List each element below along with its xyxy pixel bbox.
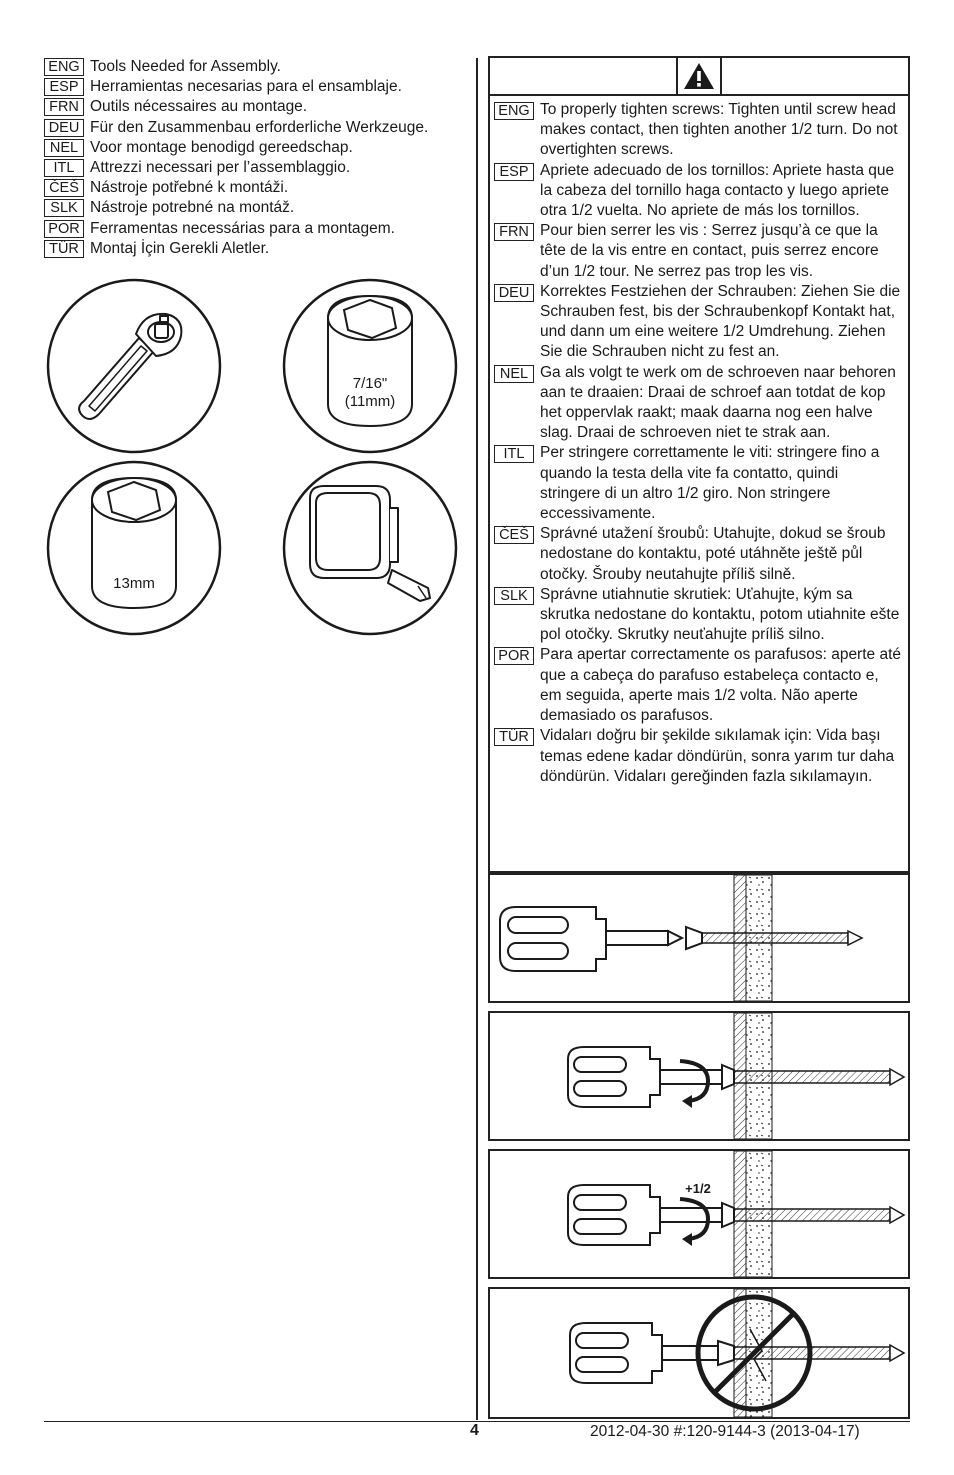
warning-text: Vidaları doğru bir şekilde sıkılamak için: Vida başı temas edene kadar döndürün, sonra yarım tur daha döndürün. Vidaları gereğinden fazla sıkılamayın. xyxy=(540,727,895,785)
warning-text: Správne utiahnutie skrutiek: Uťahujte, kým sa skrutka nedostane do kontaktu, potom utiahnite ešte pol otočky. Skrutky neuťahujte príliš silno. xyxy=(540,585,900,644)
socket-icon xyxy=(44,458,224,643)
warning-panel xyxy=(488,56,910,1419)
language-code: TÜR xyxy=(494,728,534,746)
socket-size-label: (11mm) xyxy=(344,393,396,410)
tape-measure-icon xyxy=(280,458,460,643)
screw-diagram-approach xyxy=(488,873,910,1003)
warning-text: Korrektes Festziehen der Schrauben: Ziehen Sie die Schrauben fest, bis der Schraubenkopf Kontakt hat, und dann um eine weitere 1/2 Umdrehung. Ziehen Sie die Schrauben nicht zu fest an. xyxy=(540,282,901,361)
tools-heading-text: Ferramentas necessárias para a montagem. xyxy=(90,219,395,237)
warning-text: Pour bien serrer les vis : Serrez jusqu’à ce que la tête de la vis entre en contact, puis serrez encore d’un 1/2 tour. Ne serrez pas trop les vis. xyxy=(540,222,879,280)
warning-triangle-icon xyxy=(676,56,722,96)
tools-row-ces xyxy=(44,178,464,198)
tools-row-frn xyxy=(44,97,464,117)
warning-row-por xyxy=(494,645,908,726)
language-code: DEU xyxy=(494,284,534,302)
tools-heading-text: Attrezzi necessari per l’assemblaggio. xyxy=(90,159,351,177)
language-code: ČEŠ xyxy=(44,179,84,197)
tools-heading-text: Nástroje potrebné na montáž. xyxy=(90,199,295,217)
language-code: FRN xyxy=(494,223,534,241)
tools-row-nel xyxy=(44,138,464,158)
warning-text: Správné utažení šroubů: Utahujte, dokud se šroub nedostane do kontaktu, poté utáhněte ještě půl otočky. Šrouby neutahujte příliš silně. xyxy=(540,525,886,583)
screw-diagram-contact xyxy=(488,1011,910,1141)
tools-row-esp xyxy=(44,77,464,97)
tools-row-deu xyxy=(44,118,464,138)
warning-row-frn xyxy=(494,221,908,282)
warning-row-eng xyxy=(494,100,908,161)
tightening-instructions xyxy=(488,96,910,873)
page-number: 4 xyxy=(470,1422,479,1439)
warning-row-tur xyxy=(494,726,908,787)
language-code: FRN xyxy=(44,98,84,116)
warning-text: Para apertar correctamente os parafusos: aperte até que a cabeça do parafuso estabeleça contacto e, em seguida, aperte mais 1/2 volta. Não aperte demasiado os parafusos. xyxy=(540,646,902,725)
half-turn-label: +1/2 xyxy=(685,1181,711,1196)
language-code: TÜR xyxy=(44,240,84,258)
screw-diagram-overtightened xyxy=(488,1287,910,1419)
tools-row-tur xyxy=(44,239,464,259)
tools-row-itl xyxy=(44,158,464,178)
language-code: ESP xyxy=(494,163,534,181)
warning-row-itl xyxy=(494,443,908,524)
language-code: ENG xyxy=(44,58,84,76)
warning-text: Ga als volgt te werk om de schroeven naar behoren aan te draaien: Draai de schroef aan totdat de kop het oppervlak raakt; maak daarna nog een halve slag. Draai de schroeven niet te strak aan. xyxy=(540,363,896,442)
warning-text: Per stringere correttamente le viti: stringere fino a quando la testa della vite fa contatto, quindi stringere di un altro 1/2 giro. Non stringere eccessivamente. xyxy=(540,444,880,523)
document-meta: 2012-04-30 #:120-9144-3 (2013-04-17) xyxy=(590,1423,860,1440)
language-code: ITL xyxy=(44,159,84,177)
language-code: NEL xyxy=(494,365,534,383)
tools-row-por xyxy=(44,219,464,239)
tools-language-list xyxy=(44,57,464,259)
language-code: ITL xyxy=(494,445,534,463)
language-code: DEU xyxy=(44,119,84,137)
warning-row-deu xyxy=(494,282,908,363)
language-code: SLK xyxy=(44,199,84,217)
socket-size-label: 13mm xyxy=(113,575,155,592)
warning-text: To properly tighten screws: Tighten until screw head makes contact, then tighten another 1/2 turn. Do not overtighten screws. xyxy=(540,101,898,159)
tools-row-slk xyxy=(44,198,464,218)
language-code: POR xyxy=(494,647,534,665)
warning-header xyxy=(488,56,910,96)
tools-heading-text: Herramientas necesarias para el ensamblaje. xyxy=(90,78,402,96)
tools-heading-text: Outils nécessaires au montage. xyxy=(90,98,308,116)
language-code: ESP xyxy=(44,78,84,96)
language-code: POR xyxy=(44,220,84,238)
language-code: SLK xyxy=(494,587,534,605)
tools-heading-text: Montaj İçin Gerekli Aletler. xyxy=(90,239,270,257)
column-divider xyxy=(476,58,478,1420)
tools-heading-text: Voor montage benodigd gereedschap. xyxy=(90,138,353,156)
warning-text: Apriete adecuado de los tornillos: Apriete hasta que la cabeza del tornillo haga contacto y luego apriete otra 1/2 vuelta. No apriete de más los tornillos. xyxy=(540,161,895,220)
tools-heading-text: Für den Zusammenbau erforderliche Werkzeuge. xyxy=(90,118,429,136)
socket-icon xyxy=(280,276,460,461)
socket-size-label: 7/16" xyxy=(352,375,388,392)
tools-row-eng xyxy=(44,57,464,77)
warning-row-ces xyxy=(494,524,908,585)
tools-heading-text: Tools Needed for Assembly. xyxy=(90,58,281,76)
warning-row-esp xyxy=(494,161,908,222)
warning-row-slk xyxy=(494,585,908,646)
language-code: ENG xyxy=(494,102,534,120)
warning-row-nel xyxy=(494,363,908,444)
language-code: ČEŠ xyxy=(494,526,534,544)
ratchet-wrench-icon xyxy=(44,276,224,461)
language-code: NEL xyxy=(44,139,84,157)
tools-heading-text: Nástroje potřebné k montáži. xyxy=(90,179,289,197)
screw-diagram-half-turn xyxy=(488,1149,910,1279)
